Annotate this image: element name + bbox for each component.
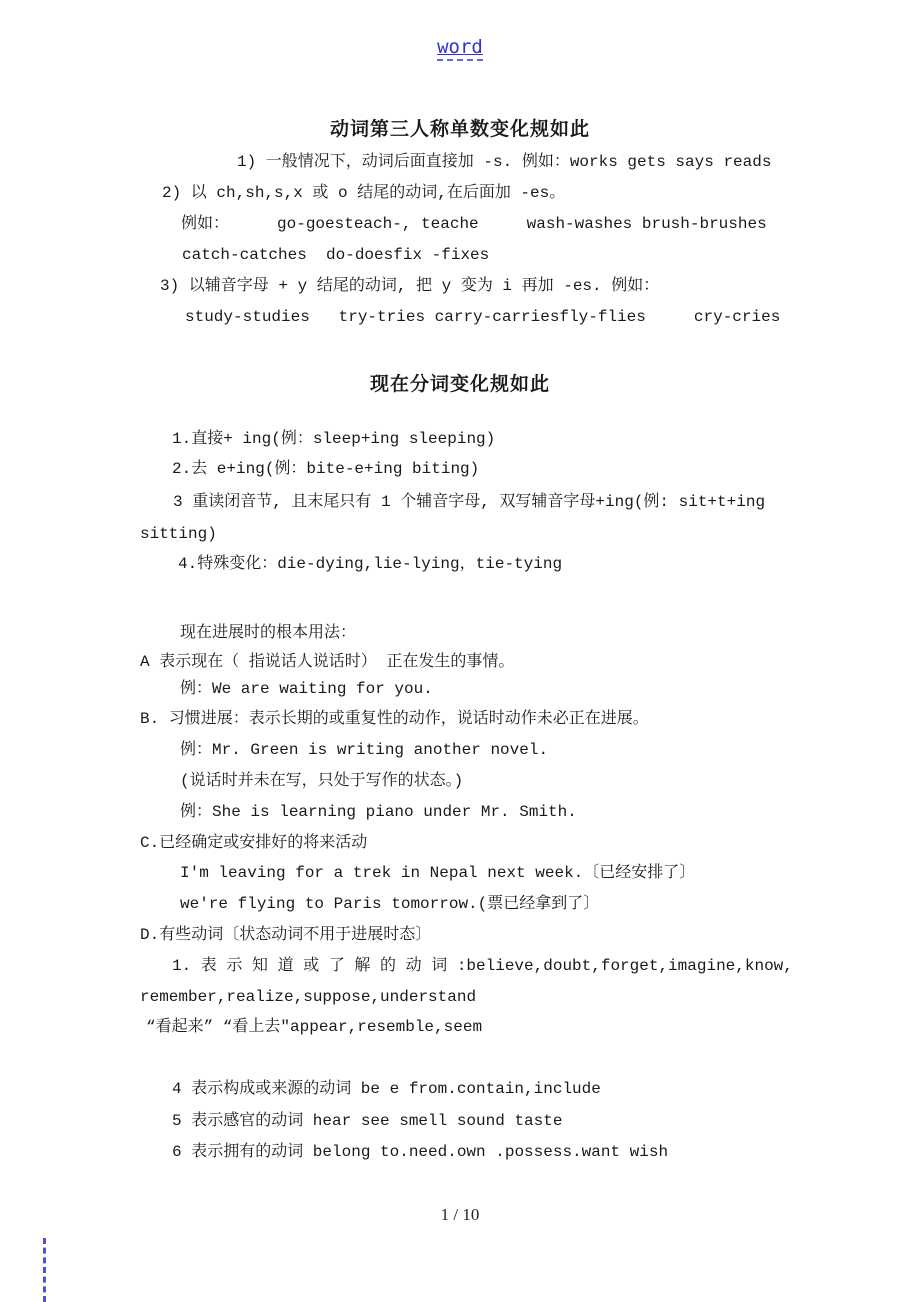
section1-title: 动词第三人称单数变化规如此 — [329, 119, 590, 140]
example-line: 例：Mr. Green is writing another novel. — [180, 741, 549, 759]
page-margin-dashed-mark — [43, 1238, 46, 1302]
example-line: we're flying to Paris tomorrow.(票已经拿到了〕 — [180, 895, 600, 913]
example-line: 例如： go-goesteach-, teache wash-washes brush-brushes — [181, 215, 767, 233]
rule-line: 3) 以辅音字母 + y 结尾的动词, 把 y 变为 i 再加 -es. 例如： — [160, 277, 660, 295]
verb-list-line: 1. 表 示 知 道 或 了 解 的 动 词 :believe,doubt,forget,imagine,know, — [172, 957, 793, 975]
rule-line: 1.直接+ ing(例：sleep+ing sleeping) — [172, 430, 496, 448]
verb-list-line: remember,realize,suppose,understand — [140, 988, 477, 1006]
header — [0, 36, 920, 61]
example-line: 例：She is learning piano under Mr. Smith. — [180, 803, 577, 821]
rule-line-continuation: sitting) — [140, 525, 217, 543]
usage-line: B. 习惯进展：表示长期的或重复性的动作，说话时动作未必正在进展。 — [140, 710, 649, 728]
rule-line: 3 重读闭音节, 且末尾只有 1 个辅音字母, 双写辅音字母+ing(例: sit+t+ing — [173, 493, 766, 511]
rule-line: 2.去 e+ing(例：bite-e+ing biting) — [172, 460, 480, 478]
verb-list-line: 5 表示感官的动词 hear see smell sound taste — [172, 1112, 563, 1130]
example-note-line: (说话时并未在写，只处于写作的状态。) — [180, 772, 464, 790]
rule-line: 4.特殊变化：die-dying,lie-lying，tie-tying — [178, 555, 563, 573]
page-number: 1 / 10 — [440, 1205, 480, 1224]
word-doc-link[interactable]: word — [437, 36, 483, 61]
example-line: I'm leaving for a trek in Nepal next week.〔已经安排了〕 — [180, 864, 696, 882]
example-line: study-studies try-tries carry-carriesfly-flies cry-cries — [185, 308, 781, 326]
verb-list-line: 4 表示构成或来源的动词 be e from.contain,include — [172, 1080, 601, 1098]
section2-title: 现在分词变化规如此 — [369, 374, 550, 395]
example-line: catch-catches do-doesfix -fixes — [182, 246, 490, 264]
usage-line: C.已经确定或安排好的将来活动 — [140, 834, 368, 852]
example-line: 例：We are waiting for you. — [180, 680, 433, 698]
usage-line: D.有些动词〔状态动词不用于进展时态〕 — [140, 926, 432, 944]
rule-line: 1) 一般情况下，动词后面直接加 -s. 例如：works gets says reads — [237, 153, 772, 171]
verb-list-line: 6 表示拥有的动词 belong to.need.own .possess.want wish — [172, 1143, 669, 1161]
usage-heading-line: 现在进展时的根本用法： — [180, 624, 357, 642]
usage-line: A 表示现在（ 指说话人说话时） 正在发生的事情。 — [140, 653, 515, 671]
verb-list-line: “看起来” “看上去"appear,resemble,seem — [146, 1018, 483, 1036]
rule-line: 2) 以 ch,sh,s,x 或 o 结尾的动词,在后面加 -es。 — [162, 184, 566, 202]
